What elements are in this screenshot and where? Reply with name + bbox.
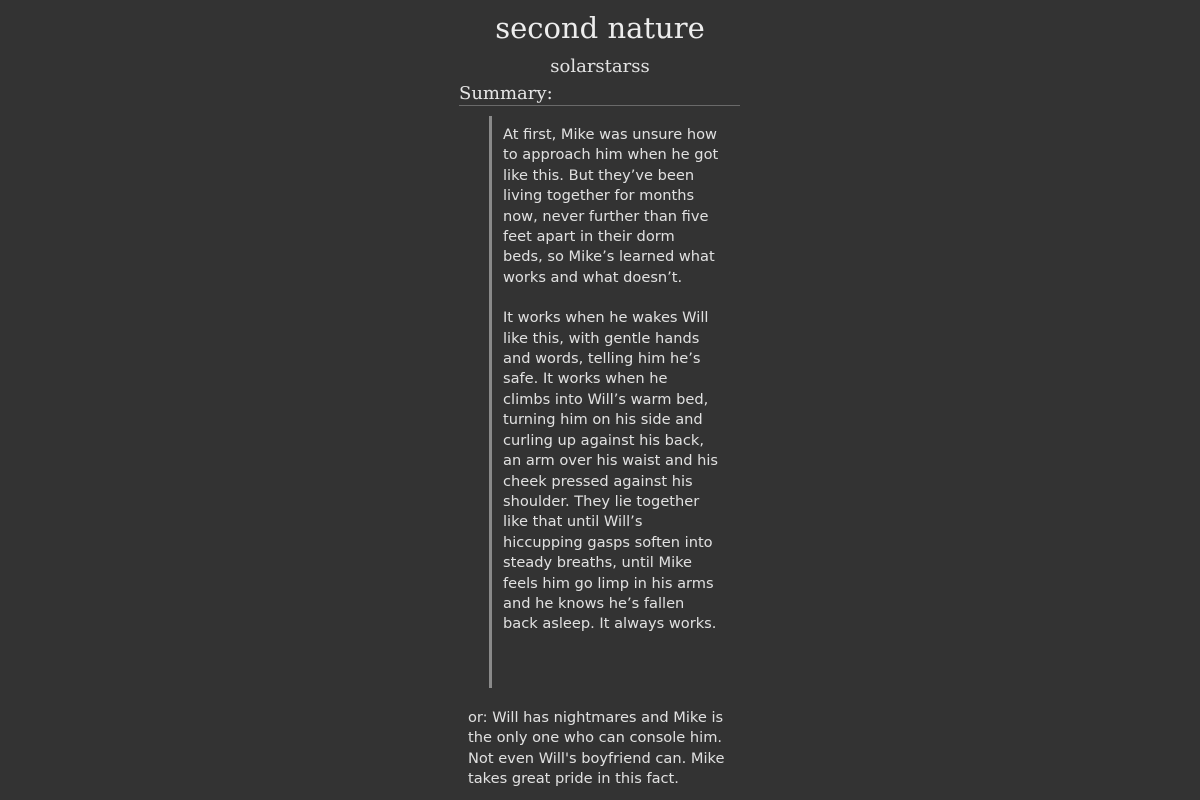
summary-blockquote xyxy=(489,116,729,688)
author-name[interactable]: solarstarss xyxy=(550,56,650,77)
summary-heading: Summary: xyxy=(459,83,740,106)
summary-paragraph: It works when he wakes Will like this, with gentle hands and words, telling him he’s safe. It works when he climbs into Will’s warm bed, turning him on his side and curling up against his back, an arm over his waist and his cheek pressed against his shoulder. They lie together like that until Will’s hiccupping gasps soften into steady breaths, until Mike feels him go limp in his arms and he knows he’s fallen back asleep. It always works. xyxy=(503,309,719,633)
summary-paragraph: At first, Mike was unsure how to approach him when he got like this. But they’ve been living together for months now, never further than five feet apart in their dorm beds, so Mike’s learned what works and what doesn’t. xyxy=(503,126,719,286)
summary-tagline: or: Will has nightmares and Mike is the only one who can console him. Not even Will's boyfriend can. Mike takes great pride in this fact. xyxy=(468,709,725,788)
work-title: second nature xyxy=(495,11,705,45)
